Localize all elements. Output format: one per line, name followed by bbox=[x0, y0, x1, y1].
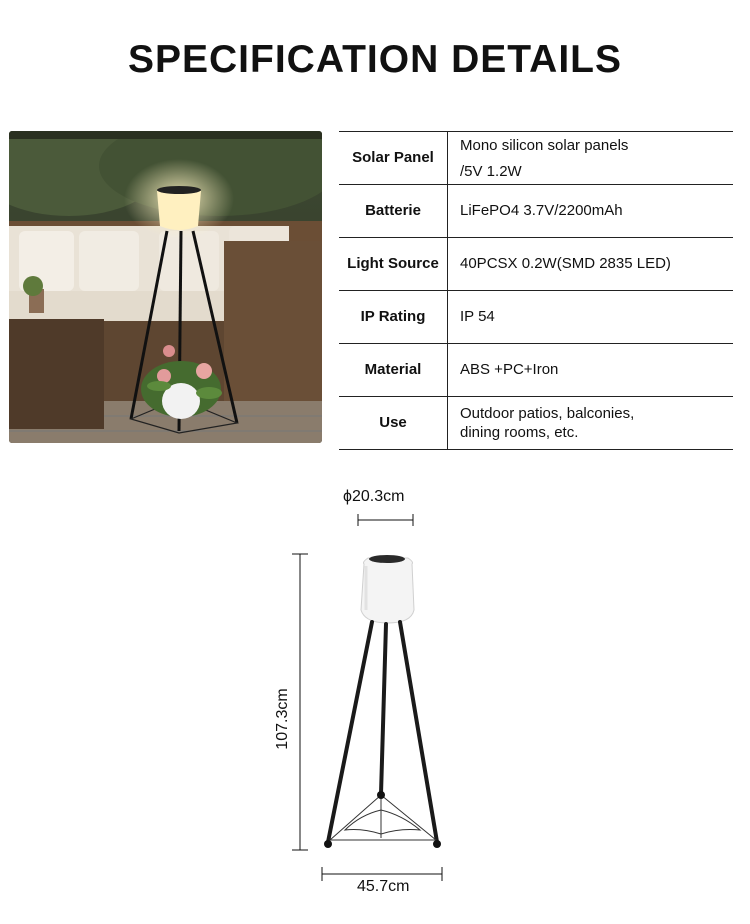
spec-value-line: /5V 1.2W bbox=[460, 163, 522, 180]
spec-value-line: IP 54 bbox=[460, 308, 495, 325]
spec-table bbox=[339, 131, 733, 450]
height-label: 107.3cm bbox=[274, 688, 291, 750]
spec-value-line: 40PCSX 0.2W(SMD 2835 LED) bbox=[460, 255, 671, 272]
spec-row-material bbox=[339, 344, 733, 397]
spec-row-light-source bbox=[339, 238, 733, 291]
spec-value bbox=[448, 185, 734, 238]
spec-value bbox=[448, 397, 734, 450]
diameter-dimension-line bbox=[358, 514, 413, 526]
spec-value-line: LiFePO4 3.7V/2200mAh bbox=[460, 202, 623, 219]
lamp-drawing bbox=[0, 470, 750, 924]
spec-label: Light Source bbox=[339, 238, 448, 291]
dimension-drawing bbox=[0, 470, 750, 924]
product-photo bbox=[9, 131, 322, 443]
spec-value-line: Mono silicon solar panels bbox=[460, 137, 629, 154]
spec-row-use bbox=[339, 397, 733, 450]
spec-row-solar-panel bbox=[339, 132, 733, 185]
lamp-legs bbox=[328, 622, 437, 842]
spec-value bbox=[448, 132, 734, 185]
wire-base bbox=[330, 795, 436, 840]
spec-value bbox=[448, 238, 734, 291]
spec-value-line: Outdoor patios, balconies, bbox=[460, 405, 635, 422]
spec-value bbox=[448, 291, 734, 344]
lamp-feet bbox=[324, 791, 441, 848]
spec-label: IP Rating bbox=[339, 291, 448, 344]
base-width-label: 45.7cm bbox=[357, 878, 410, 895]
spec-row-batterie bbox=[339, 185, 733, 238]
spec-label: Use bbox=[339, 397, 448, 450]
spec-label: Material bbox=[339, 344, 448, 397]
spec-value bbox=[448, 344, 734, 397]
spec-label: Batterie bbox=[339, 185, 448, 238]
page-title: SPECIFICATION DETAILS bbox=[127, 38, 623, 81]
diameter-label: ϕ20.3cm bbox=[343, 488, 405, 505]
height-dimension-line bbox=[292, 554, 308, 850]
spec-row-ip-rating bbox=[339, 291, 733, 344]
lamp-shade bbox=[361, 555, 414, 623]
spec-label: Solar Panel bbox=[339, 132, 448, 185]
spec-value-line: dining rooms, etc. bbox=[460, 424, 579, 441]
base-width-dimension-line bbox=[322, 867, 442, 881]
spec-value-line: ABS +PC+Iron bbox=[460, 361, 559, 378]
